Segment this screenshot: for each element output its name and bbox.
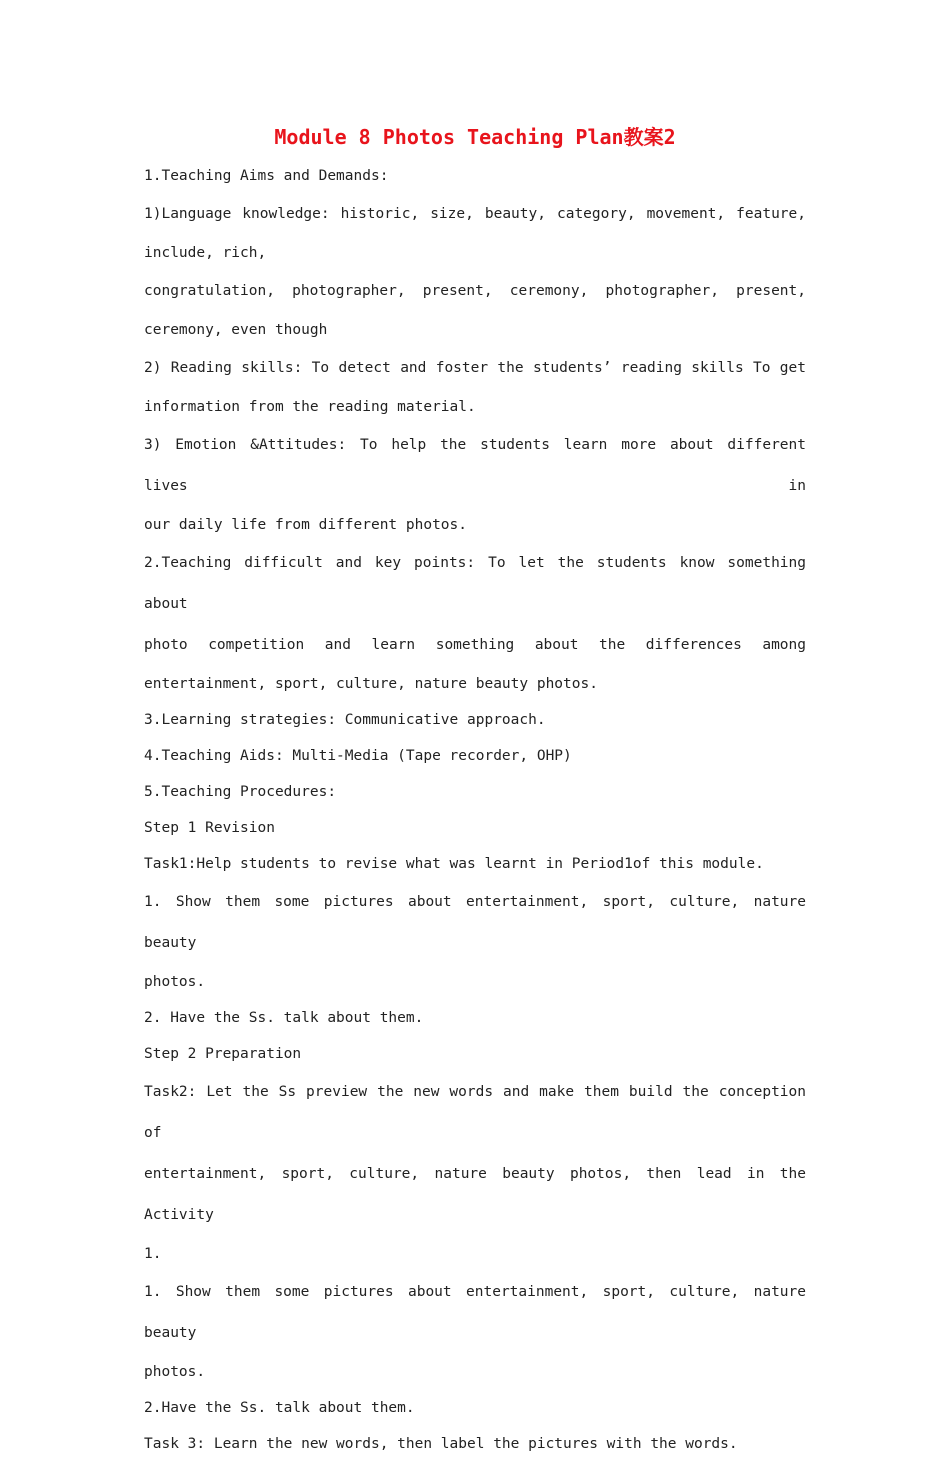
text-line: 1)Language knowledge: historic, size, beauty, category, movement, feature,: [144, 206, 806, 222]
step-1-item-2: 2. Have the Ss. talk about them.: [144, 1010, 424, 1026]
text-line: our daily life from different photos.: [144, 517, 468, 533]
document-title: Module 8 Photos Teaching Plan教案2: [274, 125, 676, 149]
text-line: photo competition and learn something about the differences among: [144, 637, 806, 653]
step-1-heading: Step 1 Revision: [144, 820, 275, 836]
text-line: entertainment, sport, culture, nature beauty photos.: [144, 676, 598, 692]
text-line: entertainment, sport, culture, nature beauty photos, then lead in the Activity: [144, 1166, 806, 1223]
step-2-item-1: [144, 1272, 806, 1390]
section-aims-heading: 1.Teaching Aims and Demands:: [144, 168, 389, 184]
paragraph-emotion-attitudes: [144, 425, 806, 543]
task-2: [144, 1072, 806, 1272]
paragraph-teaching-aids: 4.Teaching Aids: Multi-Media (Tape recorder, OHP): [144, 748, 572, 764]
text-line: 1. Show them some pictures about entertainment, sport, culture, nature beauty: [144, 894, 806, 951]
text-line: 1.: [144, 1246, 162, 1262]
text-line: 1. Show them some pictures about entertainment, sport, culture, nature beauty: [144, 1284, 806, 1341]
text-line: ceremony, even though: [144, 322, 328, 338]
paragraph-vocabulary: [144, 271, 806, 348]
task-3: Task 3: Learn the new words, then label the pictures with the words.: [144, 1436, 738, 1452]
task-1: Task1:Help students to revise what was learnt in Period1of this module.: [144, 856, 764, 872]
text-line: 2.Teaching difficult and key points: To let the students know something about: [144, 555, 806, 612]
text-line: Task2: Let the Ss preview the new words and make them build the conception of: [144, 1084, 806, 1141]
paragraph-language-knowledge: [144, 194, 806, 271]
text-line: 2) Reading skills: To detect and foster the students’ reading skills To get: [144, 360, 806, 376]
text-line: include, rich,: [144, 245, 267, 261]
text-line: 3) Emotion &Attitudes: To help the students learn more about different lives in: [144, 437, 806, 494]
document-page: [144, 120, 806, 1462]
step-2-heading: Step 2 Preparation: [144, 1046, 302, 1062]
paragraph-learning-strategies: 3.Learning strategies: Communicative approach.: [144, 712, 546, 728]
text-line: information from the reading material.: [144, 399, 476, 415]
paragraph-reading-skills: [144, 348, 806, 425]
paragraph-key-points: [144, 543, 806, 702]
text-line: photos.: [144, 974, 206, 990]
paragraph-procedures-heading: 5.Teaching Procedures:: [144, 784, 337, 800]
text-line: photos.: [144, 1364, 206, 1380]
step-1-item-1: [144, 882, 806, 1000]
text-line: congratulation, photographer, present, ceremony, photographer, present,: [144, 283, 806, 299]
step-2-item-2: 2.Have the Ss. talk about them.: [144, 1400, 415, 1416]
